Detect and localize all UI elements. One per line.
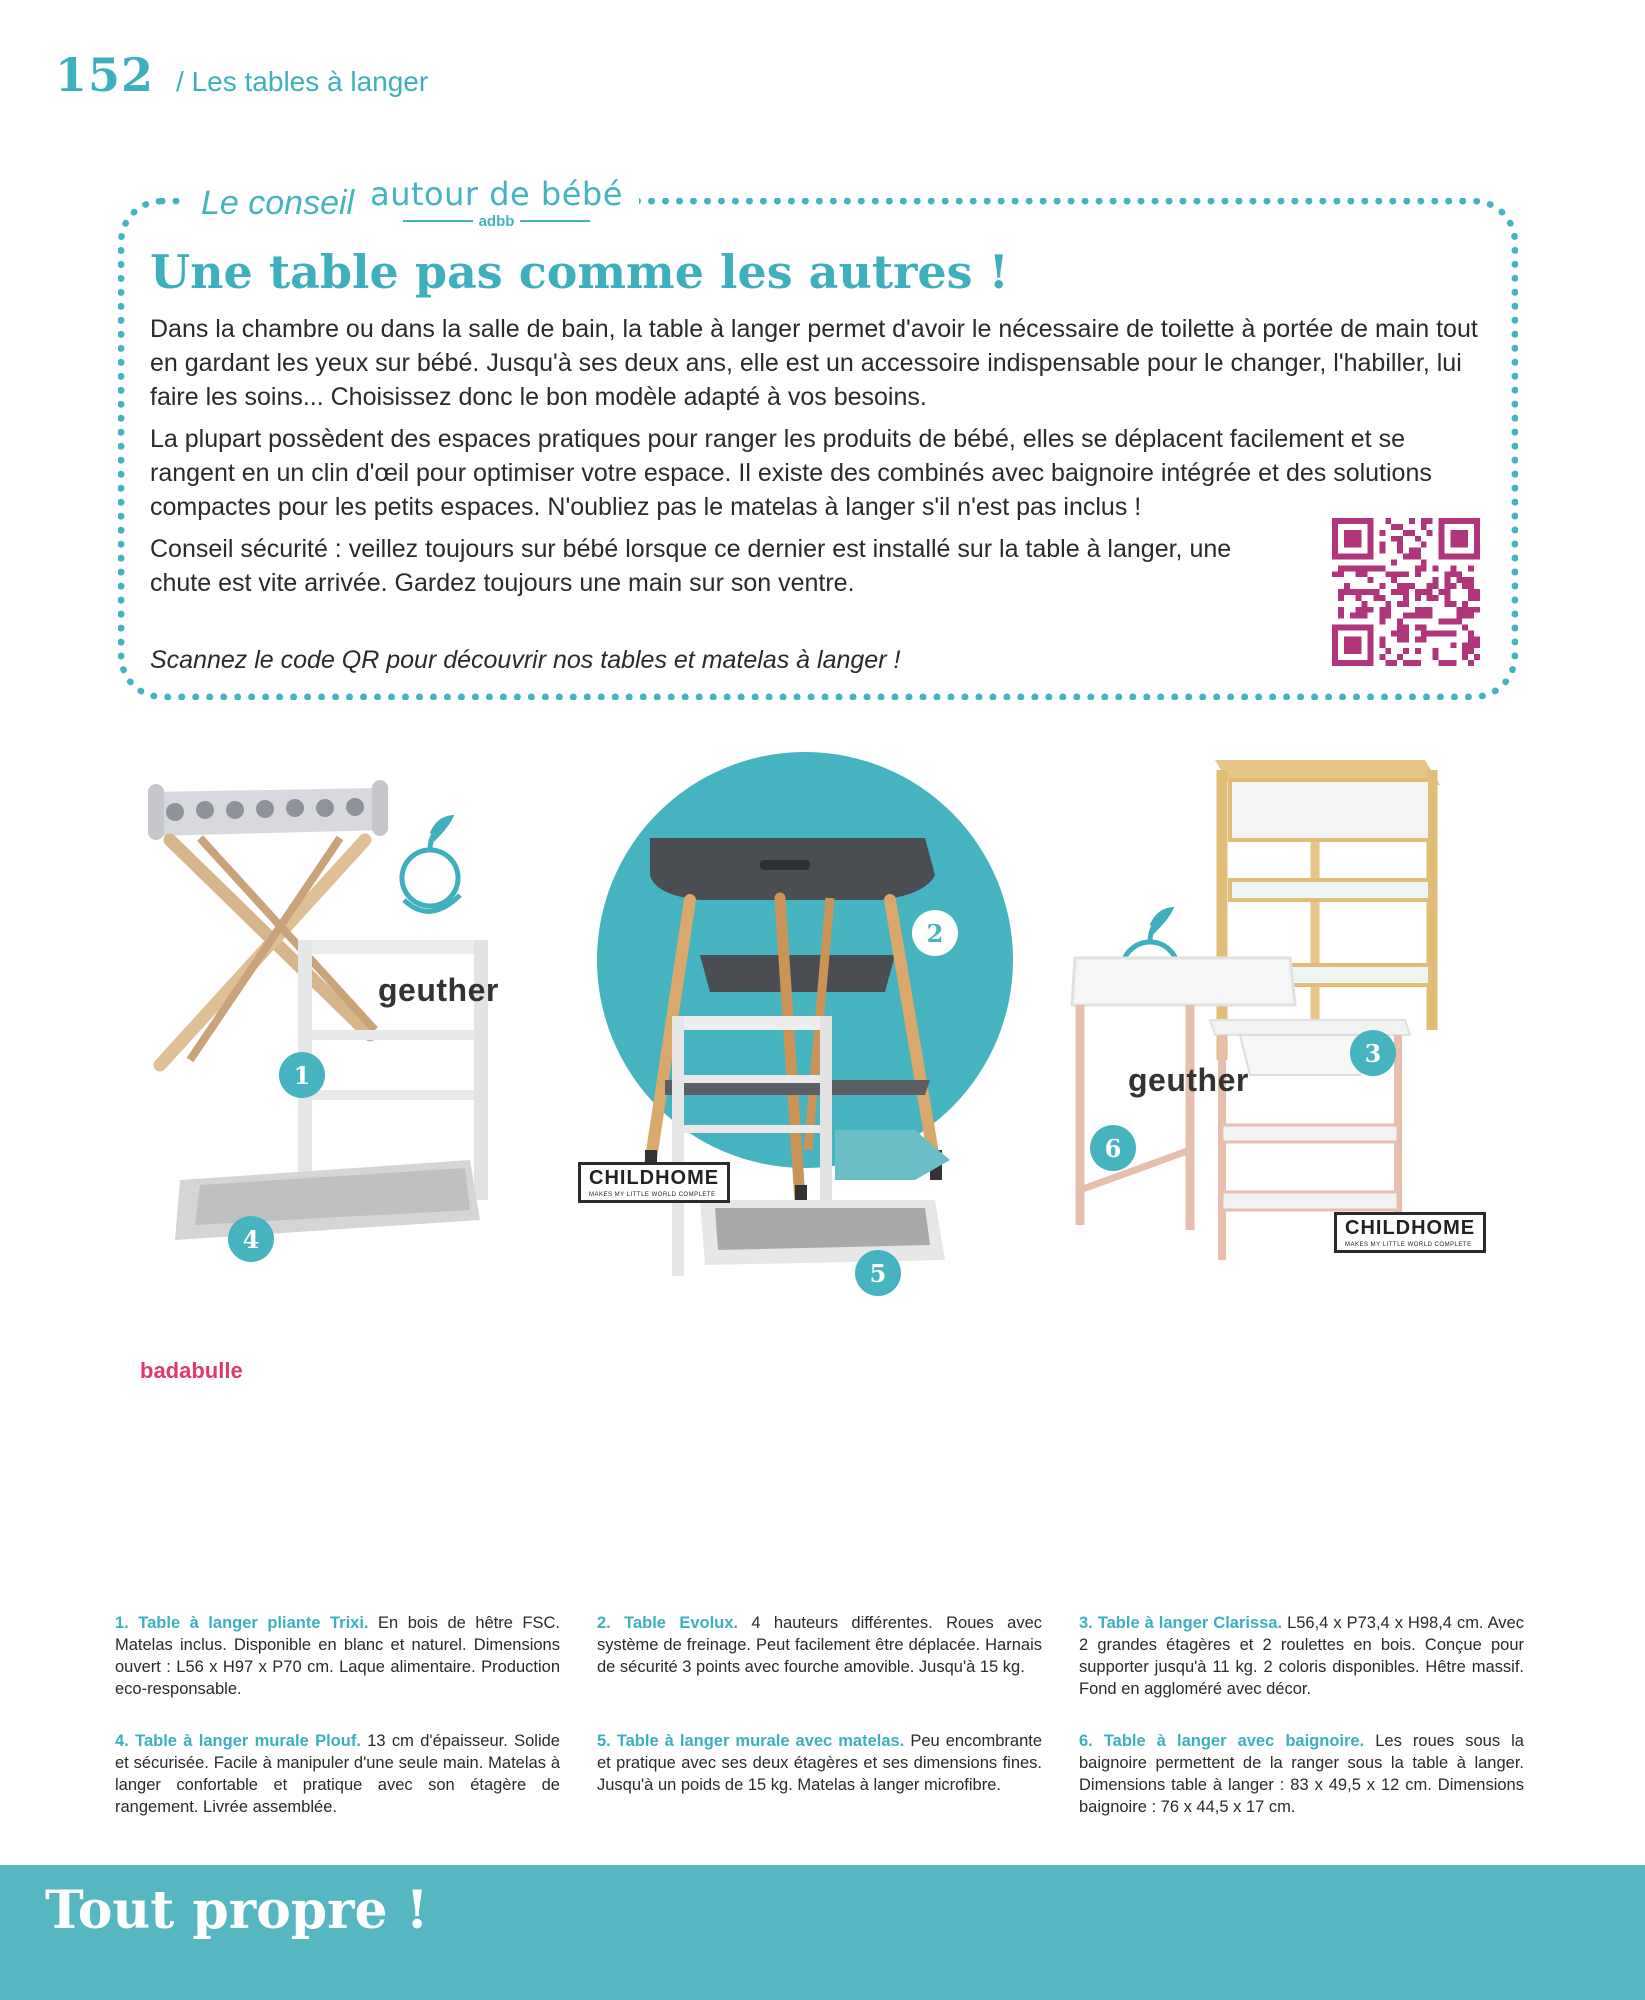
childhome-logo	[1334, 1212, 1486, 1253]
childhome-tagline: MAKES MY LITTLE WORLD COMPLETE	[589, 1192, 716, 1198]
eco-earth-icon	[402, 818, 460, 911]
childhome-tagline: MAKES MY LITTLE WORLD COMPLETE	[1345, 1242, 1472, 1248]
scan-note: Scannez le code QR pour découvrir nos tables et matelas à langer !	[150, 646, 901, 674]
product-description-3: 3. Table à langer Clarissa. L56,4 x P73,4 x H98,4 cm. Avec 2 grandes étagères et 2 roulettes en bois. Conçue pour supporter jusqu'à 11 kg. 2 coloris disponibles. Hêtre massif. Fond en aggloméré avec décor.	[1079, 1614, 1524, 1698]
advice-paragraph: Dans la chambre ou dans la salle de bain, la table à langer permet d'avoir le nécessaire de toilette à portée de main tout en gardant les yeux sur bébé. Jusqu'à ses deux ans, elle est un accessoire indispensable pour le changer, l'habiller, lui faire les soins... Choisissez donc le bon modèle adapté à vos besoins.	[150, 315, 1478, 411]
product-2-image	[597, 752, 1013, 1215]
brand-name: autour de bébé	[370, 174, 623, 213]
safety-advice: Conseil sécurité : veillez toujours sur bébé lorsque ce dernier est installé sur la table à langer, une chute est vite arrivée. Gardez toujours une main sur son ventre.	[150, 535, 1232, 597]
page-number: 152	[55, 48, 155, 102]
roba-logo: roba	[862, 1393, 897, 1410]
section-title: / Les tables à langer	[176, 66, 429, 97]
product-description-4: 4. Table à langer murale Plouf. 13 cm d'épaisseur. Solide et sécurisée. Facile à manipuler d'une seule main. Matelas à langer confortable et pratique avec son étagère de rangement. Livrée assemblée.	[115, 1732, 560, 1816]
product-badge-3: 3	[1350, 1030, 1396, 1076]
qr-code[interactable]	[1332, 518, 1480, 666]
product-descriptions	[115, 1612, 1525, 1818]
childhome-logo-text: CHILDHOME	[1345, 1217, 1476, 1239]
page-header	[55, 48, 428, 102]
badabulle-logo: badabulle	[140, 1358, 243, 1383]
brand-short: adbb	[478, 212, 515, 230]
product-description-6: 6. Table à langer avec baignoire. Les roues sous la baignoire permettent de la ranger sous la table à langer. Dimensions table à langer : 83 x 49,5 x 12 cm. Dimensions baignoire : 76 x 44,5 x 17 cm.	[1079, 1732, 1524, 1816]
product-badge-6: 6	[1090, 1125, 1136, 1171]
footer-title: Tout propre !	[45, 1880, 429, 1941]
advice-header	[185, 168, 639, 238]
product-1-image	[148, 780, 388, 1065]
product-3-image	[1204, 760, 1440, 1060]
product-badge-5: 5	[855, 1250, 901, 1296]
product-badge-2: 2	[912, 910, 958, 956]
advice-paragraph: La plupart possèdent des espaces pratiques pour ranger les produits de bébé, elles se déplacent facilement et se rangent en un clin d'œil pour optimiser votre espace. Il existe des combinés avec baignoire intégrée et des solutions compactes pour les petits espaces. N'oubliez pas le matelas à langer s'il n'est pas inclus !	[150, 425, 1432, 521]
geuther-logo: geuther	[1128, 1062, 1249, 1098]
advice-title: Une table pas comme les autres !	[150, 245, 1009, 299]
product-gallery	[0, 730, 1645, 1590]
autour-de-bebe-logo	[370, 174, 623, 230]
product-badge-4: 4	[228, 1216, 274, 1262]
product-description-2: 2. Table Evolux. 4 hauteurs différentes. Roues avec système de freinage. Peut facilement être déplacée. Harnais de sécurité 3 points avec fourche amovible. Jusqu'à 15 kg.	[597, 1614, 1042, 1676]
geuther-logo: geuther	[378, 972, 499, 1008]
advice-text	[150, 312, 1495, 608]
product-description-1: 1. Table à langer pliante Trixi. En bois de hêtre FSC. Matelas inclus. Disponible en blanc et naturel. Dimensions ouvert : L56 x H97 x P70 cm. Laque alimentaire. Production eco-responsable.	[115, 1614, 561, 1698]
advice-label: Le conseil	[201, 183, 355, 222]
childhome-logo	[578, 1162, 730, 1203]
product-badge-1: 1	[279, 1052, 325, 1098]
childhome-logo-text: CHILDHOME	[589, 1167, 720, 1189]
product-description-5: 5. Table à langer murale avec matelas. Peu encombrante et pratique avec ses deux étagères et ses dimensions fines. Jusqu'à un poids de 15 kg. Matelas à langer microfibre.	[597, 1732, 1042, 1794]
